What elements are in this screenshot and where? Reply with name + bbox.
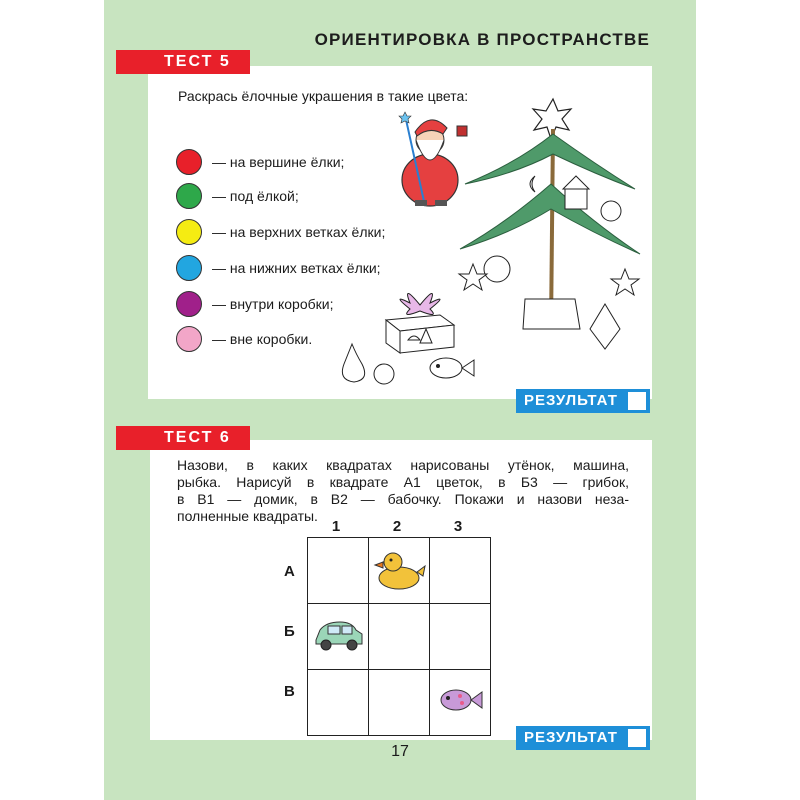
page-number: 17 xyxy=(391,743,409,760)
test6-instruction xyxy=(177,457,629,525)
result-box[interactable] xyxy=(628,392,646,410)
grid-3x3 xyxy=(307,537,491,736)
legend-item-yellow xyxy=(176,218,385,246)
row-label-a: А xyxy=(284,563,295,580)
row-label-v: В xyxy=(284,683,295,700)
legend-item-green xyxy=(176,182,299,210)
instruction-line: рыбка. Нарисуй в квадрате А1 цветок, в Б3 — грибок, xyxy=(177,474,629,490)
cell-v2[interactable] xyxy=(369,670,430,736)
grid-row-a xyxy=(308,538,491,604)
test5-instruction: Раскрась ёлочные украшения в такие цвета: xyxy=(178,88,469,104)
instruction-line: Назови, в каких квадратах нарисованы утёнок, машина, xyxy=(177,457,629,473)
result-label: РЕЗУЛЬТАТ xyxy=(524,392,618,409)
cell-a1[interactable] xyxy=(308,538,369,604)
cell-b1[interactable] xyxy=(308,604,369,670)
cell-v3[interactable] xyxy=(430,670,491,736)
legend-item-pink xyxy=(176,325,312,353)
row-label-b: Б xyxy=(284,623,295,640)
color-dot-pink xyxy=(176,326,202,352)
ornaments-illustration xyxy=(338,340,478,390)
page-title: ОРИЕНТИРОВКА В ПРОСТРАНСТВЕ xyxy=(314,30,650,49)
grid-row-v xyxy=(308,670,491,736)
instruction-line: полненные квадраты. xyxy=(177,508,318,524)
instruction-line: в В1 — домик, в В2 — бабочку. Покажи и назови неза- xyxy=(177,491,629,507)
result-label: РЕЗУЛЬТАТ xyxy=(524,729,618,746)
color-dot-purple xyxy=(176,291,202,317)
cell-a2[interactable] xyxy=(369,538,430,604)
legend-text: — вне коробки. xyxy=(212,331,313,347)
legend-item-red xyxy=(176,148,344,176)
car-icon xyxy=(308,604,368,664)
legend-text: — внутри коробки; xyxy=(212,296,334,312)
color-dot-blue xyxy=(176,255,202,281)
column-label-2: 2 xyxy=(392,518,402,535)
color-dot-yellow xyxy=(176,219,202,245)
legend-item-purple xyxy=(176,290,333,318)
color-dot-red xyxy=(176,149,202,175)
fish-icon xyxy=(430,670,490,730)
legend-text: — на верхних ветках ёлки; xyxy=(212,224,386,240)
cell-a3[interactable] xyxy=(430,538,491,604)
legend-text: — на нижних ветках ёлки; xyxy=(212,260,381,276)
column-label-1: 1 xyxy=(331,518,341,535)
test5-result xyxy=(516,389,650,413)
legend-text: — на вершине ёлки; xyxy=(212,154,345,170)
test6-label: ТЕСТ 6 xyxy=(116,426,250,450)
test5-label: ТЕСТ 5 xyxy=(116,50,250,74)
column-label-3: 3 xyxy=(453,518,463,535)
christmas-tree-illustration xyxy=(455,94,645,394)
cell-v1[interactable] xyxy=(308,670,369,736)
grid-row-b xyxy=(308,604,491,670)
duckling-icon xyxy=(369,538,429,598)
cell-b3[interactable] xyxy=(430,604,491,670)
cell-b2[interactable] xyxy=(369,604,430,670)
legend-item-blue xyxy=(176,254,381,282)
legend-text: — под ёлкой; xyxy=(212,188,299,204)
color-dot-green xyxy=(176,183,202,209)
